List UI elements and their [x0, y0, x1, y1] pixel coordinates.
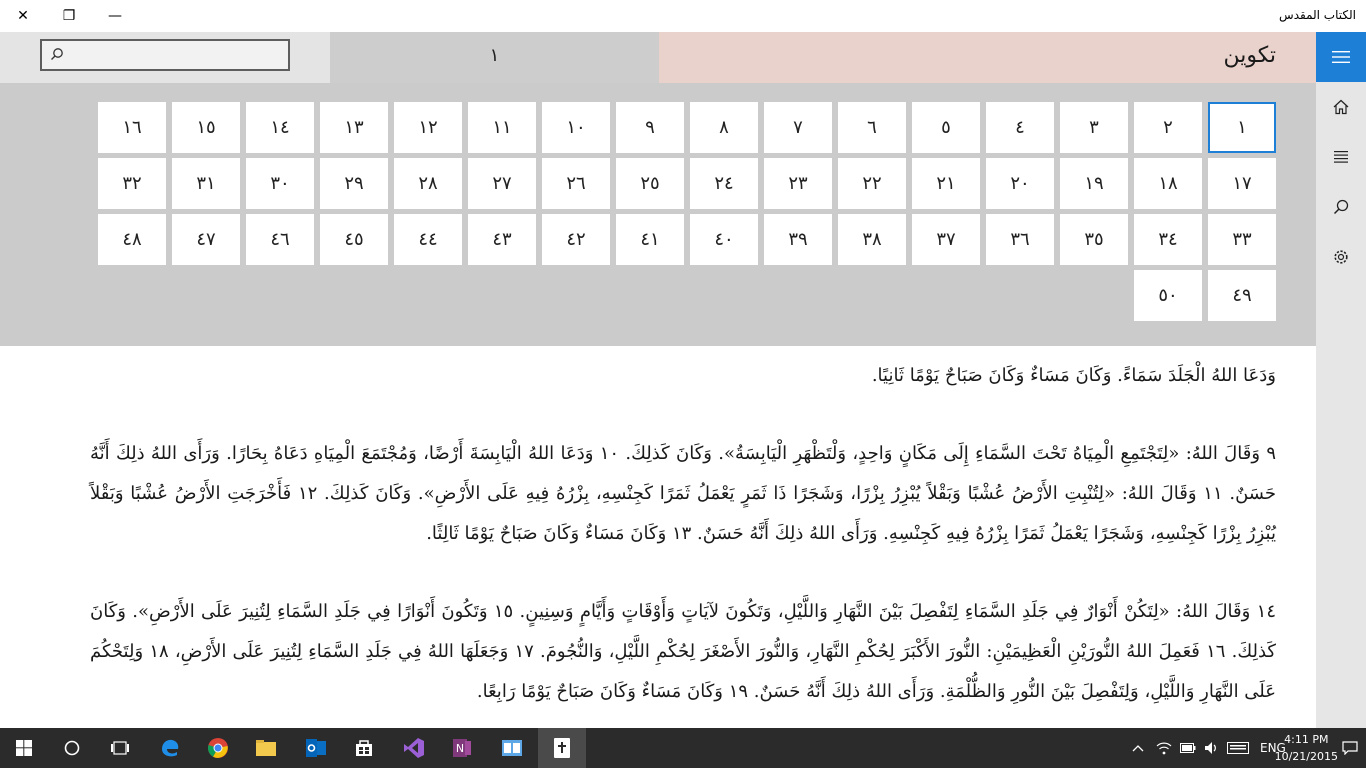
window-title: الكتاب المقدس [1279, 8, 1356, 22]
home-button[interactable] [1316, 82, 1366, 132]
chapter-button[interactable]: ٤٦ [246, 214, 314, 265]
taskbar [0, 728, 1366, 768]
clock[interactable] [1275, 731, 1338, 765]
edge-icon [159, 737, 181, 759]
chapter-button[interactable]: ١٠ [542, 102, 610, 153]
chapter-button[interactable]: ٢٦ [542, 158, 610, 209]
chapter-button[interactable]: ٢٠ [986, 158, 1054, 209]
clock-date: 10/21/2015 [1274, 750, 1338, 763]
file-explorer-icon [255, 738, 277, 758]
chapter-button[interactable]: ٤٢ [542, 214, 610, 265]
store-button[interactable] [340, 728, 388, 768]
input-language[interactable]: ENG [1260, 741, 1286, 755]
chapter-button[interactable]: ٢١ [912, 158, 980, 209]
edge-button[interactable] [146, 728, 194, 768]
svg-text:N: N [455, 742, 465, 755]
current-chapter: ١ [489, 45, 500, 66]
menu-button[interactable] [1316, 32, 1366, 82]
chapter-button[interactable]: ٣٢ [98, 158, 166, 209]
chapter-button[interactable]: ٢ [1134, 102, 1202, 153]
chapter-button[interactable]: ٤٠ [690, 214, 758, 265]
touch-keyboard-button[interactable] [1224, 728, 1252, 768]
chapter-button[interactable]: ٤١ [616, 214, 684, 265]
wifi-icon [1156, 741, 1172, 755]
paragraph: وَدَعَا اللهُ الْجَلَدَ سَمَاءً. وَكَانَ مَسَاءٌ وَكَانَ صَبَاحٌ يَوْمًا ثَانِيًا. [871, 365, 1276, 386]
chapter-selector[interactable] [330, 32, 659, 83]
list-icon [1333, 149, 1349, 165]
chapter-button[interactable]: ٤٤ [394, 214, 462, 265]
paragraph: ١٤ وَقَالَ اللهُ: «لِتَكُنْ أَنْوَارٌ فِي جَلَدِ السَّمَاءِ لِتَفْصِلَ بَيْنَ النَّهَارِ وَاللَّيْلِ، وَتَكُونَ لآيَاتٍ وَأَوْقَاتٍ وَأَيَّامٍ وَسِنِينٍ. ١٥ وَتَكُونَ أَنْوَارًا فِي جَلَدِ السَّمَاءِ لِتُنِيرَ عَلَى الأَرْضِ». وَكَانَ كَذلِكَ. ١٦ فَعَمِلَ اللهُ النُّورَيْنِ الْعَظِيمَيْنِ: النُّورَ الأَكْبَرَ لِحُكْمِ النَّهَارِ، وَالنُّورَ الأَصْغَرَ لِحُكْمِ اللَّيْلِ، وَالنُّجُومَ. ١٧ وَجَعَلَهَا اللهُ فِي جَلَدِ السَّمَاءِ لِتُنِيرَ عَلَى الأَرْضِ، ١٨ وَلِتَحْكُمَ عَلَى النَّهَارِ وَاللَّيْلِ، وَلِتَفْصِلَ بَيْنَ النُّورِ وَالظُّلْمَةِ. وَرَأَى اللهُ ذلِكَ أَنَّهُ حَسَنٌ. ١٩ وَكَانَ مَسَاءٌ وَكَانَ صَبَاحٌ يَوْمًا رَابِعًا. [90, 601, 1276, 702]
search-icon [1333, 199, 1349, 215]
verse-text-area [0, 346, 1316, 728]
file-explorer-button[interactable] [242, 728, 290, 768]
taskbar-app-button[interactable] [488, 728, 536, 768]
chapter-button[interactable]: ٣١ [172, 158, 240, 209]
onenote-icon [451, 737, 473, 759]
chapter-button[interactable]: ١٨ [1134, 158, 1202, 209]
chevron-up-icon [1132, 744, 1144, 752]
settings-icon [1333, 249, 1349, 265]
minimize-icon: — [108, 8, 122, 24]
cortana-icon [64, 740, 80, 756]
hamburger-icon [1332, 50, 1350, 64]
keyboard-icon [1227, 742, 1249, 754]
visual-studio-icon [403, 737, 425, 759]
search-icon [50, 47, 64, 61]
chapter-button[interactable]: ٣٦ [986, 214, 1054, 265]
task-view-icon [110, 740, 130, 756]
chapter-button[interactable]: ٨ [690, 102, 758, 153]
chapter-button[interactable]: ٥٠ [1134, 270, 1202, 321]
chapter-button[interactable]: ٢٣ [764, 158, 832, 209]
chapter-picker [0, 83, 1316, 346]
current-book: تكوين [1223, 43, 1276, 68]
header-bar [0, 32, 1316, 83]
notification-center-button[interactable] [1334, 728, 1366, 768]
paragraph: ٩ وَقَالَ اللهُ: «لِتَجْتَمِعِ الْمِيَاهُ تَحْتَ السَّمَاءِ إِلَى مَكَانٍ وَاحِدٍ، وَلْتَظْهَرِ الْيَابِسَةُ». وَكَانَ كَذلِكَ. ١٠ وَدَعَا اللهُ الْيَابِسَةَ أَرْضًا، وَمُجْتَمَعَ الْمِيَاهِ دَعَاهُ بِحَارًا. وَرَأَى اللهُ ذلِكَ أَنَّهُ حَسَنٌ. ١١ وَقَالَ اللهُ: «لِتُنْبِتِ الأَرْضُ عُشْبًا وَبَقْلاً يُبْزِرُ بِزْرًا، وَشَجَرًا ذَا ثَمَرٍ يَعْمَلُ ثَمَرًا كَجِنْسِهِ، بِزْرُهُ فِيهِ عَلَى الأَرْضِ». وَكَانَ كَذلِكَ. ١٢ فَأَخْرَجَتِ الأَرْضُ عُشْبًا وَبَقْلاً يُبْزِرُ بِزْرًا كَجِنْسِهِ، وَشَجَرًا يَعْمَلُ ثَمَرًا بِزْرُهُ فِيهِ كَجِنْسِهِ. وَرَأَى اللهُ ذلِكَ أَنَّهُ حَسَنٌ. ١٣ وَكَانَ مَسَاءٌ وَكَانَ صَبَاحٌ يَوْمًا ثَالِثًا. [90, 443, 1276, 544]
book-selector[interactable] [659, 32, 1316, 83]
chapter-button[interactable]: ٢٥ [616, 158, 684, 209]
chapter-button[interactable]: ٣٤ [1134, 214, 1202, 265]
battery-icon [1180, 743, 1196, 753]
chapter-button[interactable]: ٣٣ [1208, 214, 1276, 265]
volume-button[interactable] [1200, 728, 1224, 768]
windows-start-icon [16, 740, 32, 756]
chapter-button[interactable]: ١٧ [1208, 158, 1276, 209]
chapter-button[interactable]: ٣٩ [764, 214, 832, 265]
chapter-button[interactable]: ٣٠ [246, 158, 314, 209]
notification-icon [1342, 741, 1358, 755]
chapter-button[interactable]: ٤٨ [98, 214, 166, 265]
chapter-button[interactable]: ١٦ [98, 102, 166, 153]
verses [90, 346, 1276, 728]
chapter-button[interactable]: ٢٩ [320, 158, 388, 209]
visual-studio-button[interactable] [390, 728, 438, 768]
chapter-button[interactable]: ٢٤ [690, 158, 758, 209]
bible-app-taskbar-button[interactable] [538, 728, 586, 768]
chapter-button[interactable]: ١٩ [1060, 158, 1128, 209]
clock-time: 4:11 PM [1284, 733, 1329, 746]
settings-button[interactable] [1316, 232, 1366, 282]
cortana-button[interactable] [48, 728, 96, 768]
minimize-button[interactable] [92, 0, 138, 32]
chapter-button[interactable]: ٣ [1060, 102, 1128, 153]
tray-chevron-button[interactable] [1126, 728, 1150, 768]
chapter-button[interactable]: ٤٧ [172, 214, 240, 265]
search-area [0, 32, 330, 83]
chapter-button[interactable]: ١٥ [172, 102, 240, 153]
contents-button[interactable] [1316, 132, 1366, 182]
chapter-button[interactable]: ١٣ [320, 102, 388, 153]
home-icon [1333, 99, 1349, 115]
chapter-button[interactable]: ٢٨ [394, 158, 462, 209]
chapter-button[interactable]: ٧ [764, 102, 832, 153]
chapter-button[interactable]: ٩ [616, 102, 684, 153]
volume-icon [1204, 741, 1220, 755]
chapter-button[interactable]: ٤ [986, 102, 1054, 153]
task-view-button[interactable] [96, 728, 144, 768]
search-input[interactable] [40, 39, 290, 71]
store-icon [354, 738, 374, 758]
chrome-icon [207, 737, 229, 759]
onenote-button[interactable] [438, 728, 486, 768]
app-icon [501, 738, 523, 758]
chapter-button[interactable]: ٣٧ [912, 214, 980, 265]
chapter-button[interactable]: ٤٥ [320, 214, 388, 265]
search-nav-button[interactable] [1316, 182, 1366, 232]
title-bar [0, 0, 1366, 32]
start-button[interactable] [0, 728, 48, 768]
chapter-button[interactable]: ٦ [838, 102, 906, 153]
chapter-button[interactable]: ٥ [912, 102, 980, 153]
close-button[interactable] [0, 0, 46, 32]
restore-button[interactable] [46, 0, 92, 32]
bible-app-icon [553, 737, 571, 759]
chapter-button[interactable]: ٣٥ [1060, 214, 1128, 265]
chapter-button[interactable]: ١١ [468, 102, 536, 153]
chapter-button[interactable]: ١ [1208, 102, 1276, 153]
outlook-button[interactable] [292, 728, 340, 768]
chapter-button[interactable]: ٤٩ [1208, 270, 1276, 321]
chapter-button[interactable]: ٢٧ [468, 158, 536, 209]
battery-button[interactable] [1176, 728, 1200, 768]
chapter-button[interactable]: ٤٣ [468, 214, 536, 265]
outlook-icon [305, 737, 327, 759]
chrome-button[interactable] [194, 728, 242, 768]
chapter-button[interactable]: ٢٢ [838, 158, 906, 209]
restore-icon: ❐ [62, 8, 76, 24]
chapter-button[interactable]: ١٤ [246, 102, 314, 153]
chapter-button[interactable]: ١٢ [394, 102, 462, 153]
close-icon: ✕ [17, 8, 29, 24]
nav-rail [1316, 32, 1366, 728]
network-button[interactable] [1152, 728, 1176, 768]
chapter-button[interactable]: ٣٨ [838, 214, 906, 265]
